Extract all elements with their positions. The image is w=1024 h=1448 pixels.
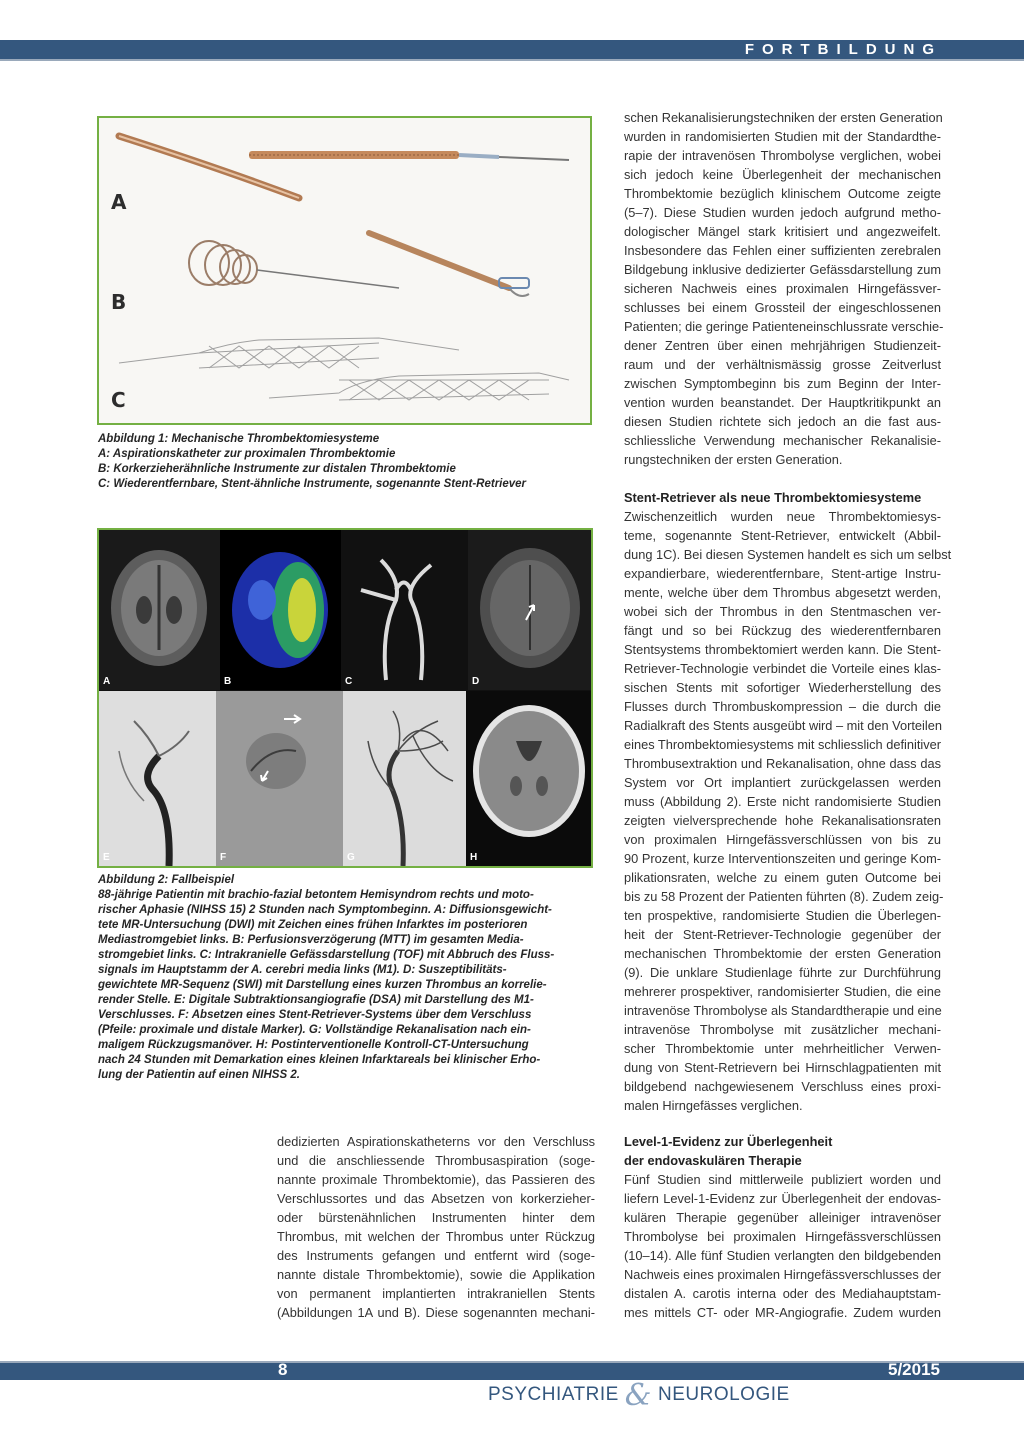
caption-line: B: Korkerzieherähnliche Instrumente zur distalen Thrombektomie xyxy=(98,463,456,475)
section-heading-level-1-evidence xyxy=(624,1132,832,1170)
panel-d-swi xyxy=(468,530,591,690)
text-line: Insbesondere das Fehlen einer suffizienten zerebralen xyxy=(624,243,941,258)
panel-label-g: G xyxy=(347,852,355,863)
caption-line: render Stelle. E: Digitale Subtraktionsangiografie (DSA) mit Darstellung des M1- xyxy=(98,994,534,1006)
text-line: Stentsystems thrombektomiert werden kann. Die Stent- xyxy=(624,642,941,657)
text-line: intravenöse Thrombolyse als Standardtherapie und eine xyxy=(624,1003,942,1018)
text-line: wurden in randomisierten Studien mit der Standardthe- xyxy=(624,129,941,144)
heading-line: Level-1-Evidenz zur Überlegenheit xyxy=(624,1134,833,1149)
text-line: Zwischenzeitlich wurden neue Thrombektomiesys- xyxy=(624,509,941,524)
text-line: System vor Ort implantiert zurückgelassen werden xyxy=(624,775,941,790)
header-bar xyxy=(0,40,1024,61)
text-line: heit der Stent-Retriever-Technologie gegenüber der xyxy=(624,927,941,942)
text-line: (10–14). Alle fünf Studien verlangten den bildgebenden xyxy=(624,1248,941,1263)
panel-label-c: C xyxy=(345,676,353,687)
section-label: FORTBILDUNG xyxy=(744,41,942,58)
text-line: sicheren Nachweis eines proximalen Hirngefässver- xyxy=(624,281,941,296)
text-line: schen Rekanalisierungstechniken der ersten Generation xyxy=(624,110,943,125)
panel-label-b: B xyxy=(224,676,232,687)
text-line: von proximalen Hirngefässverschlüssen von bis zu xyxy=(624,832,941,847)
issue-number: 5/2015 xyxy=(888,1360,940,1379)
text-line: mehrerer prospektiver, randomisierter Studien, die eine xyxy=(624,984,941,999)
text-line: mechanischen Thrombektomie der ersten Generation xyxy=(624,946,941,961)
caption-line: signals im Hauptstamm der A. cerebri media links (M1). D: Suszeptibilitäts- xyxy=(98,964,507,976)
page-number: 8 xyxy=(278,1360,288,1379)
text-line: Patienten; die geringe Patienteneinschlussrate verschie- xyxy=(624,319,944,334)
text-line: raum und der verhältnismässig grosse Zeitverlust xyxy=(624,357,941,372)
text-line: bis zu 58 Prozent der Patienten führten (8). Zudem zeig- xyxy=(624,889,944,904)
text-line: und die anschliessende Thrombusaspiration (soge- xyxy=(277,1153,595,1168)
text-line: (9). Die unklare Studienlage führte zur Durchführung xyxy=(624,965,941,980)
text-line: dedizierten Aspirationskatheterns vor den Verschluss xyxy=(277,1134,595,1149)
panel-label-d: D xyxy=(472,676,480,687)
text-line: diesen Studien richtete sich jedoch an die fast aus- xyxy=(624,414,941,429)
text-line: rapie der intravenösen Thrombolyse verglichen, wobei xyxy=(624,148,941,163)
figure-2-caption xyxy=(98,873,554,1083)
section-heading-stent-retriever: Stent-Retriever als neue Thrombektomiesysteme xyxy=(624,490,922,505)
caption-line: stromgebiet links. C: Intrakranielle Gefässdarstellung (TOF) mit Abbruch des Fluss- xyxy=(98,949,555,961)
text-line: fängt und so bei Rückzug des wiederentfernbaren xyxy=(624,623,941,638)
caption-line: C: Wiederentfernbare, Stent-ähnliche Instrumente, sogenannte Stent-Retriever xyxy=(98,478,527,490)
figure-2-image xyxy=(97,528,593,868)
thrombectomy-devices-illustration xyxy=(99,118,590,423)
text-line: nannte distale Thrombektomie), sowie die Applikation xyxy=(277,1267,595,1282)
panel-h-ct xyxy=(466,691,591,866)
text-line: ten prospektive, randomisierte Studien die Überlegen- xyxy=(624,908,941,923)
text-line: Flusses durch Thrombuskompression – die durch die xyxy=(624,699,941,714)
panel-g-recanalisation xyxy=(343,691,466,866)
figure-1-letter-c: C xyxy=(111,388,126,412)
text-line: malen Hirngefässes verglichen. xyxy=(624,1098,803,1113)
text-line: Retriever-Technologie verbindet die Vorteile eines klas- xyxy=(624,661,941,676)
text-line: kulären Therapie gegenüber alleiniger intravenöser xyxy=(624,1210,941,1225)
text-line: 90 Prozent, kurze Interventionszeiten und geringe Kom- xyxy=(624,851,941,866)
panel-label-h: H xyxy=(470,852,478,863)
text-line: liefern Level-1-Evidenz zur Überlegenheit der endovas- xyxy=(624,1191,941,1206)
logo-text-psychiatrie: PSYCHIATRIE xyxy=(488,1384,619,1405)
text-line: Verschlussortes und das Absetzen von korkerzieher- xyxy=(277,1191,595,1206)
caption-line: Verschlusses. F: Absetzen eines Stent-Retriever-Systems über dem Verschluss xyxy=(98,1009,532,1021)
text-line: Nachweis eines proximalen Hirngefässverschlusses der xyxy=(624,1267,941,1282)
panel-a-dwi xyxy=(99,530,220,690)
text-line: mes mittels CT- oder MR-Angiografie. Zudem wurden xyxy=(624,1305,941,1320)
panel-b-mtt xyxy=(220,530,341,690)
text-line: (5–7). Diese Studien wurden jedoch aufgrund metho- xyxy=(624,205,941,220)
text-line: dung 1C). Bei diesen Systemen handelt es sich um selbst xyxy=(624,547,952,562)
figure-1-caption xyxy=(98,432,526,492)
text-line: teme, sogenannte Stent-Retriever, entwickelt (Abbil- xyxy=(624,528,941,543)
text-line: Thrombektomie bezüglich klinischem Outcome zeigte xyxy=(624,186,941,201)
logo-ampersand: & xyxy=(624,1377,652,1413)
caption-line: Abbildung 1: Mechanische Thrombektomiesysteme xyxy=(98,433,380,445)
text-line: Bildgebung inklusive dedizierter Gefässdarstellung zum xyxy=(624,262,941,277)
text-line: distalen A. carotis interna oder des Mediahauptstam- xyxy=(624,1286,941,1301)
panel-label-f: F xyxy=(220,852,227,863)
text-line: Thrombolyse bei proximalen Hirngefässverschlüssen xyxy=(624,1229,941,1244)
text-line: von permanent implantierten intrakraniellen Stents xyxy=(277,1286,595,1301)
panel-f-stent xyxy=(216,691,343,866)
text-line: plikationsraten, welche zu einem guten Outcome bei xyxy=(624,870,941,885)
caption-line: maligem Rückzugsmanöver. H: Postinterventionelle Kontroll-CT-Untersuchung xyxy=(98,1039,529,1051)
journal-logo xyxy=(488,1378,790,1412)
text-line: zeigten vielversprechende hohe Rekanalisationsraten xyxy=(624,813,941,828)
figure-1-image xyxy=(97,116,592,425)
panel-c-tof xyxy=(341,530,468,690)
text-line: intravenöse Thrombolyse mit zusätzlicher mechani- xyxy=(624,1022,941,1037)
text-line: scher Thrombektomie unter mehrheitlicher Verwen- xyxy=(624,1041,941,1056)
right-column-paragraph-1 xyxy=(624,108,944,469)
text-line: sich jedoch keine Überlegenheit der mechanischen xyxy=(624,167,941,182)
text-line: Radialkraft des Stents ausgeübt wird – mit den Vorteilen xyxy=(624,718,942,733)
text-line: wobei sich der Thrombus in den Stentmaschen ver- xyxy=(624,604,941,619)
text-line: rungstechniken der ersten Generation. xyxy=(624,452,843,467)
text-line: Thrombusextraktion und Rekanalisation, ohne dass das xyxy=(624,756,941,771)
caption-line: tete MR-Untersuchung (DWI) mit Zeichen eines frühen Infarktes im posterioren xyxy=(98,919,528,931)
caption-line: (Pfeile: proximale und distale Marker). G: Vollständige Rekanalisation nach ein- xyxy=(98,1024,531,1036)
panel-e-dsa xyxy=(99,691,216,866)
text-line: mente, welche über dem Thrombus abgesetzt werden, xyxy=(624,585,941,600)
text-line: schlusses bei einem Grossteil der eingeschlossenen xyxy=(624,300,941,315)
text-line: Fünf Studien sind mittlerweile publiziert worden und xyxy=(624,1172,941,1187)
right-column-paragraph-3 xyxy=(624,1170,941,1322)
text-line: (Abbildungen 1A und B). Diese sogenannten mechani- xyxy=(277,1305,595,1320)
text-line: zwischen Symptombeginn bis zum Beginn der Inter- xyxy=(624,376,941,391)
text-line: schliessliche Verwendung mechanischer Rekanalisie- xyxy=(624,433,941,448)
caption-line: A: Aspirationskatheter zur proximalen Thrombektomie xyxy=(98,448,396,460)
panel-label-a: A xyxy=(103,676,111,687)
text-line: muss (Abbildung 2). Erste nicht randomisierte Studien xyxy=(624,794,941,809)
text-line: expandierbare, wiederentfernbare, Stent-artige Instru- xyxy=(624,566,941,581)
text-line: dener Zentren über einen mehrjährigen Studienzeit- xyxy=(624,338,941,353)
text-line: dologischer Mängel stark kritisiert und angezweifelt. xyxy=(624,224,941,239)
left-column-text xyxy=(277,1132,595,1322)
text-line: bildgebend nachgewiesenem Verschluss eines proxi- xyxy=(624,1079,941,1094)
caption-line: lung der Patientin auf einen NIHSS 2. xyxy=(98,1069,300,1081)
logo-text-neurologie: NEUROLOGIE xyxy=(658,1384,790,1405)
text-line: Thrombus, mit welchen der Thrombus unter Rückzug xyxy=(277,1229,595,1244)
text-line: eines Thrombektomiesystems mit schliesslich definitiver xyxy=(624,737,941,752)
caption-line: nach 24 Stunden mit Demarkation eines kleinen Infarktareals bei klinischer Erho- xyxy=(98,1054,541,1066)
panel-label-e: E xyxy=(103,852,110,863)
caption-line: Mediastromgebiet links. B: Perfusionsverzögerung (MTT) im gesamten Media- xyxy=(98,934,524,946)
figure-1-letter-b: B xyxy=(111,290,127,314)
text-line: nannte proximale Thrombektomie), das Passieren des xyxy=(277,1172,595,1187)
text-line: des Instruments gefangen und entfernt wird (soge- xyxy=(277,1248,595,1263)
text-line: dung von Stent-Retrievern bei Hirnschlagpatienten mit xyxy=(624,1060,941,1075)
figure-1-letter-a: A xyxy=(111,190,127,214)
text-line: oder bürstenähnlichen Instrumenten hinter dem xyxy=(277,1210,595,1225)
caption-line: 88-jährige Patientin mit brachio-fazial betontem Hemisyndrom rechts und moto- xyxy=(98,889,534,901)
right-column-paragraph-2 xyxy=(624,507,952,1115)
caption-line: Abbildung 2: Fallbeispiel xyxy=(98,874,235,886)
caption-line: gewichtete MR-Sequenz (SWI) mit Darstellung eines kurzen Thrombus an korrelie- xyxy=(98,979,547,991)
text-line: sischen Stents mit sofortiger Wiederherstellung des xyxy=(624,680,941,695)
heading-line: der endovaskulären Therapie xyxy=(624,1153,802,1168)
caption-line: rischer Aphasie (NIHSS 15) 2 Stunden nach Symptombeginn. A: Diffusionsgewicht- xyxy=(98,904,552,916)
text-line: vention wurden beanstandet. Der Hauptkritikpunkt an xyxy=(624,395,941,410)
